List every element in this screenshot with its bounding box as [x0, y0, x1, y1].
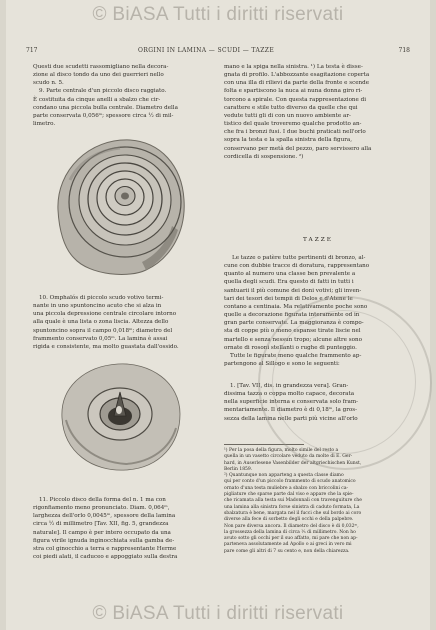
text-line: gnata di profilo. L'abbozzante esagitazione coperta [224, 72, 370, 79]
text-line: quella degli scudi. Era questo di fatti in tutti i [224, 279, 354, 286]
text-line: quelle a decorazione figurata interamente od in [224, 312, 360, 319]
footnote-line: qui per conto d'un piccolo frammento di scudo anatomico [224, 479, 356, 485]
footnote-line: Berlin 1859. [224, 466, 253, 472]
text-line: scudo n. 5. [33, 80, 64, 87]
text-line: che fra i bronzi fusi. I due buchi praticati nell'orlo [224, 129, 366, 136]
text-line: limetro. [33, 121, 56, 128]
footnote-line: parteneva assolutamente ad Apollo o ai greci in vero mi [224, 542, 352, 548]
text-line: mano e la spiga nella sinistra. ¹) La testa è disse- [224, 64, 363, 70]
footnote-line: Non pare diversa ancora. Il diametro del disco è di 0,032ᵐ, [224, 523, 359, 529]
left-text-block-1 [33, 63, 209, 128]
text-line: frammento conservato 0,05ᵐ. La lamina è assai [33, 335, 168, 342]
footnote-line: avuto sotto gli occhi per il suo affatto, mi pare che non ap- [224, 536, 358, 542]
text-line: 1. [Tav. VII, dis. in grandezza vera]. Gran- [230, 383, 349, 389]
footnote-line: ornato d'una testa muliebre a sbalzo con briccolini ca- [224, 485, 349, 491]
text-line: ornate di rosoni stellanti o rughe di punteggio. [224, 344, 357, 351]
footnote-line: ²) Quantunque non apparteng a questa classe diamo [224, 473, 344, 479]
running-title: ORGINI IN LAMINA — SCUDI — TAZZE [138, 47, 275, 54]
figure-ringed-disc [50, 130, 190, 280]
text-line: sezza della lamina nelle parti più vicine all'orlo [224, 415, 358, 422]
right-text-block-1 [224, 63, 412, 161]
section-title: TAZZE [302, 237, 334, 243]
text-line: sta di coppe più o meno espanse tirate liscie nel [224, 328, 361, 335]
text-line: nella superficie interna e conservata solo fram- [224, 399, 359, 406]
footnote-line: pare come gli altri di 7 su cento e, non della chiarezza. [224, 548, 350, 554]
right-text-block-2 [224, 254, 412, 368]
right-page-number: 718 [398, 47, 410, 54]
text-line: spuntoncino sopra il campo 0,018ᵐ; diametro del [33, 327, 173, 334]
text-line: nante in uno spuntoncino acuto che si alza in [33, 303, 162, 310]
text-line: figura virile ignuda inginocchiata sulla gamba de- [33, 537, 175, 544]
footnote-line: pigliature che sparse parte dal viso e appare che la spie- [224, 492, 354, 498]
footnote-line: ¹) Per la posa della figura, molto simile del resto a [224, 448, 339, 453]
text-line: rigonfiamento meno pronunciato. Diam. 0,064ᵐ, [33, 505, 170, 512]
footnote-line: quella in un vasetto circolare veduto da molte di E. Ger- [224, 454, 353, 460]
text-line: tistico del quale troveremo qualche prodotto an- [224, 121, 362, 128]
footnote-line: hard, in Auserlesene Vasenbilder der altgriechischen Kunst, [224, 460, 362, 466]
text-line: martello e senza nessun tropo; alcune altre sono [224, 336, 362, 343]
footnote-line: sbalzatura è bene, margata nel il fucci che sul bordo ai coro [224, 510, 362, 516]
text-line: gran parte conservate. La maggioranza è compo- [224, 320, 364, 327]
text-line: Tutte le figurate meno qualche frammento ap- [230, 352, 362, 359]
text-line: conservano per metà del pezzo, paro servissero alla [224, 145, 372, 152]
text-line: parte conservata 0,056ᵐ; spessore circa ½ di mil- [33, 112, 174, 119]
footnote-line: una lamina alla sinistra forse sinistra di caduto formata, La [224, 504, 360, 510]
figure-omphalos [56, 358, 186, 476]
text-line: cordicella di sospensione. ²) [224, 153, 304, 160]
text-line: torcono a spirale. Con questa rappresentazione di [224, 96, 366, 103]
text-line: 11. Piccolo disco della forma del n. 1 ma con [39, 497, 166, 503]
text-line: cune con dubbie tracce di doratura, rappresentano [224, 263, 370, 270]
text-line: circa ½ di millimetro [Tav. XII, fig. 5, grandezza [33, 521, 169, 528]
text-line: Le tazze o patère tutte pertinenti di bronzo, al- [232, 255, 366, 261]
text-line: 9. Parte centrale d'un piccolo disco raggiato. [39, 88, 167, 95]
text-line: carattere e stile tutto diverso da quelle che qui [224, 104, 358, 111]
text-line: rigida e consistente, ma molto guastata dall'ossido. [33, 343, 179, 350]
left-text-block-3 [33, 496, 209, 561]
running-header [26, 47, 410, 57]
footnotes [224, 448, 412, 555]
text-line: 10. Omphalós di piccolo scudo votivo termi- [39, 295, 164, 301]
footnote-line: la grossezza della lamina di circa ⅓ di millimetro. Non ho [224, 529, 356, 535]
text-line: contano a centinaia. Ma relativamente poche sono [224, 303, 368, 310]
text-line: zione al disco tondo da uno dei guerrieri nello [33, 72, 164, 79]
text-line: coi piedi alati, il caduceo e appoggiato sulla destra [33, 554, 178, 561]
text-line: mentariamente. Il diametro è di 0,18ᵐ, la gros- [224, 407, 358, 414]
text-line: tari dei tesori dei tempii di Delos e d'Atene le [224, 295, 353, 302]
text-line: alla quale è una lista o zona liscia. Altezza dello [33, 319, 169, 326]
text-line: naturale]. Il campo è per intero occupato da una [33, 529, 171, 536]
watermark-top: © BiASA Tutti i diritti riservati [92, 4, 344, 25]
text-line: santuarii il più comune dei doni votivi; gli inven- [224, 287, 362, 294]
text-line: vedute tutti gli di con un nuovo ambiente ar- [224, 112, 351, 119]
footnote-rule [224, 444, 304, 445]
footnote-line: diverse alla fece di sorbetto degli occhi e della palpebre. [224, 517, 354, 523]
text-line: folta e spartiscono la nuca ai nuna donna giro ri- [224, 88, 363, 95]
text-line: È costituita da cinque anelli a sbalzo che cir- [33, 96, 161, 103]
watermark-bottom: © BiASA Tutti i diritti riservati [92, 603, 344, 624]
text-line: con una illa di rilievi da parte della fronte e scende [224, 80, 370, 87]
text-line: una piccola depressione centrale circolare intorno [33, 311, 177, 318]
text-line: larghezza dell'orlo 0,0045ᵐ, spessore della lamina [33, 513, 176, 520]
text-line: sopra la testa e la spalla sinistra della figura, [224, 137, 353, 144]
text-line: partengono al Sillogo e sono le seguenti: [224, 361, 340, 368]
left-text-block-2 [33, 294, 209, 351]
text-line: stra col ginocchio a terra e rappresentante Herme [33, 545, 177, 552]
text-line: quanto al numero una classe ben prevalente a [224, 271, 356, 278]
left-page-number: 717 [26, 47, 38, 54]
text-line: Questi due scudetti rassomigliano nella decora- [33, 64, 169, 70]
text-line: dissima tazza o coppa molto capace, decorata [224, 391, 355, 398]
text-line: condano una piccola bulla centrale. Diametro della [33, 104, 178, 111]
right-text-block-3 [224, 382, 412, 423]
footnote-line: che ricamata alla testa sui Madonnali con travenguiture che [224, 498, 362, 504]
